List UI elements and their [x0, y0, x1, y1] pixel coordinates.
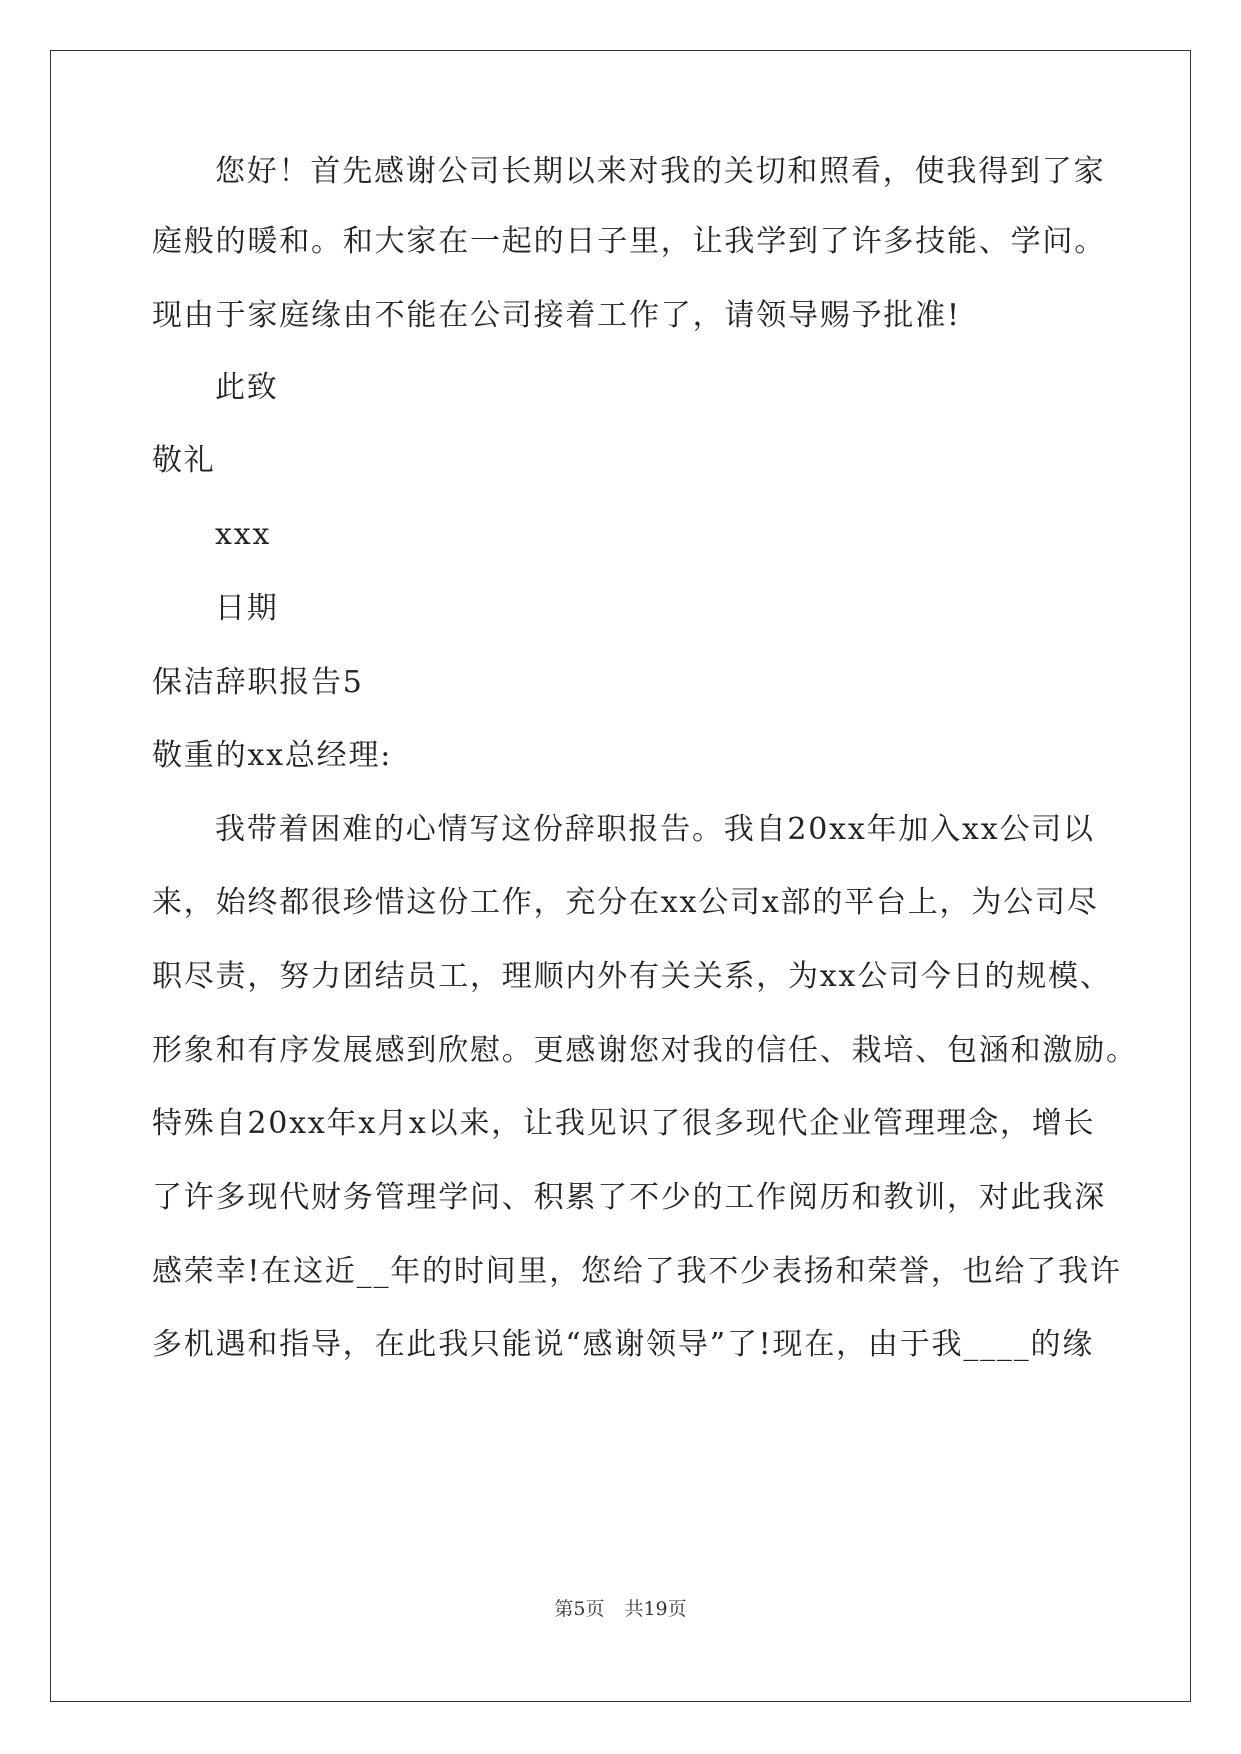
- page-total: 共19页: [624, 1598, 687, 1620]
- paragraph-line: 您好！首先感谢公司长期以来对我的关切和照看，使我得到了家: [215, 154, 1106, 189]
- paragraph-line: 了许多现代财务管理学问、积累了不少的工作阅历和教训，对此我深: [152, 1180, 1106, 1215]
- page-number: 第5页: [554, 1598, 605, 1620]
- closing-salutation: 此致: [215, 370, 279, 405]
- paragraph-line: 来，始终都很珍惜这份工作，充分在xx公司x部的平台上，为公司尽: [152, 885, 1099, 920]
- paragraph-line: 感荣幸!在这近__年的时间里，您给了我不少表扬和荣誉，也给了我许: [152, 1254, 1122, 1289]
- paragraph-line: 现由于家庭缘由不能在公司接着工作了，请领导赐予批准!: [152, 298, 961, 333]
- signature-date: 日期: [215, 591, 279, 626]
- paragraph-line: 特殊自20xx年x月x以来，让我见识了很多现代企业管理理念，增长: [152, 1106, 1096, 1141]
- paragraph-line: 多机遇和指导，在此我只能说“感谢领导”了!现在，由于我____的缘: [152, 1327, 1095, 1362]
- section-heading: 保洁辞职报告5: [152, 665, 364, 700]
- paragraph-line: 庭般的暖和。和大家在一起的日子里，让我学到了许多技能、学问。: [152, 224, 1106, 259]
- closing-regards: 敬礼: [152, 443, 216, 478]
- paragraph-line: 我带着困难的心情写这份辞职报告。我自20xx年加入xx公司以: [215, 812, 1095, 847]
- letter-greeting: 敬重的xx总经理:: [152, 738, 393, 773]
- paragraph-line: 职尽责，努力团结员工，理顺内外有关关系，为xx公司今日的规模、: [152, 959, 1112, 994]
- page-footer: [0, 1597, 1241, 1621]
- paragraph-line: 形象和有序发展感到欣慰。更感谢您对我的信任、栽培、包涵和激励。: [152, 1033, 1138, 1068]
- signature-name: xxx: [215, 517, 272, 552]
